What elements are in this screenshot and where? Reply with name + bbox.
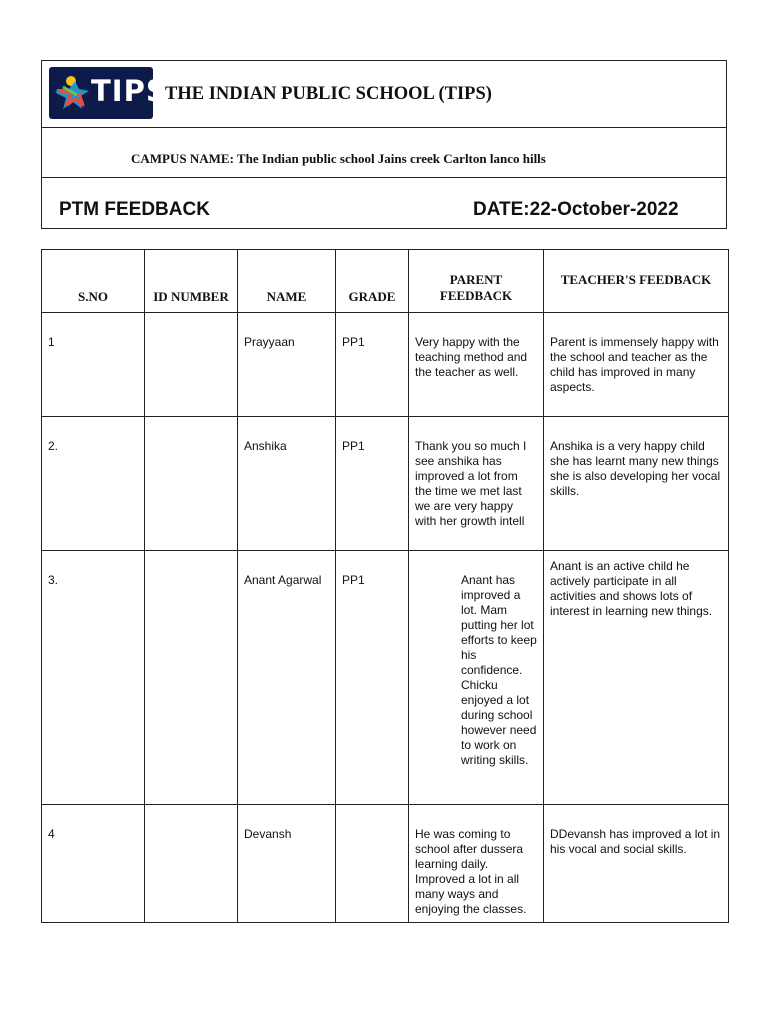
- cell-teacher-feedback: Anshika is a very happy child she has learnt many new things she is also developing her vocal skills.: [544, 417, 729, 551]
- cell-sno: 3.: [42, 551, 145, 805]
- cell-grade: PP1: [336, 417, 409, 551]
- cell-name: Anshika: [238, 417, 336, 551]
- table-row: [42, 551, 729, 805]
- cell-sno: 4: [42, 805, 145, 923]
- cell-id: [145, 417, 238, 551]
- campus-value: The Indian public school Jains creek Carlton lanco hills: [236, 151, 546, 166]
- cell-parent-feedback: Anant has improved a lot. Mam putting her lot efforts to keep his confidence. Chicku enjoyed a lot during school however need to work on writing skills.: [409, 551, 544, 805]
- cell-grade: [336, 805, 409, 923]
- table-row: [42, 417, 729, 551]
- cell-parent-feedback: Thank you so much I see anshika has improved a lot from the time we met last we are very happy with her growth intell: [409, 417, 544, 551]
- cell-teacher-feedback: DDevansh has improved a lot in his vocal and social skills.: [544, 805, 729, 923]
- logo-text: TIPS: [91, 74, 168, 108]
- col-header-parent-feedback: PARENT FEEDBACK: [409, 250, 544, 313]
- cell-teacher-feedback: Anant is an active child he actively participate in all activities and shows lots of interest in learning new things.: [544, 551, 729, 805]
- cell-grade: PP1: [336, 551, 409, 805]
- cell-teacher-feedback: Parent is immensely happy with the school and teacher as the child has improved in many aspects.: [544, 313, 729, 417]
- campus-name: [131, 151, 546, 167]
- cell-grade: PP1: [336, 313, 409, 417]
- table-header-row: [42, 250, 729, 313]
- campus-row: [42, 127, 726, 178]
- col-header-grade: GRADE: [336, 250, 409, 313]
- cell-parent-feedback: Very happy with the teaching method and the teacher as well.: [409, 313, 544, 417]
- cell-name: Anant Agarwal: [238, 551, 336, 805]
- feedback-table: [41, 249, 729, 923]
- cell-name: Prayyaan: [238, 313, 336, 417]
- table-row: [42, 805, 729, 923]
- form-title-row: [42, 177, 726, 229]
- title-row: [42, 61, 726, 128]
- header-box: [41, 60, 727, 229]
- school-title: THE INDIAN PUBLIC SCHOOL (TIPS): [165, 84, 492, 104]
- table-row: [42, 313, 729, 417]
- cell-parent-feedback: He was coming to school after dussera learning daily. Improved a lot in all many ways and enjoying the classes.: [409, 805, 544, 923]
- cell-id: [145, 551, 238, 805]
- cell-id: [145, 313, 238, 417]
- col-header-teacher-feedback: TEACHER'S FEEDBACK: [544, 250, 729, 313]
- col-header-name: NAME: [238, 250, 336, 313]
- col-header-id: ID NUMBER: [145, 250, 238, 313]
- school-logo: [49, 67, 168, 119]
- cell-sno: 1: [42, 313, 145, 417]
- cell-name: Devansh: [238, 805, 336, 923]
- form-title: PTM FEEDBACK: [59, 199, 210, 220]
- campus-label: CAMPUS NAME:: [131, 151, 234, 166]
- cell-id: [145, 805, 238, 923]
- form-date: DATE:22-October-2022: [473, 199, 679, 220]
- cell-sno: 2.: [42, 417, 145, 551]
- col-header-sno: S.NO: [42, 250, 145, 313]
